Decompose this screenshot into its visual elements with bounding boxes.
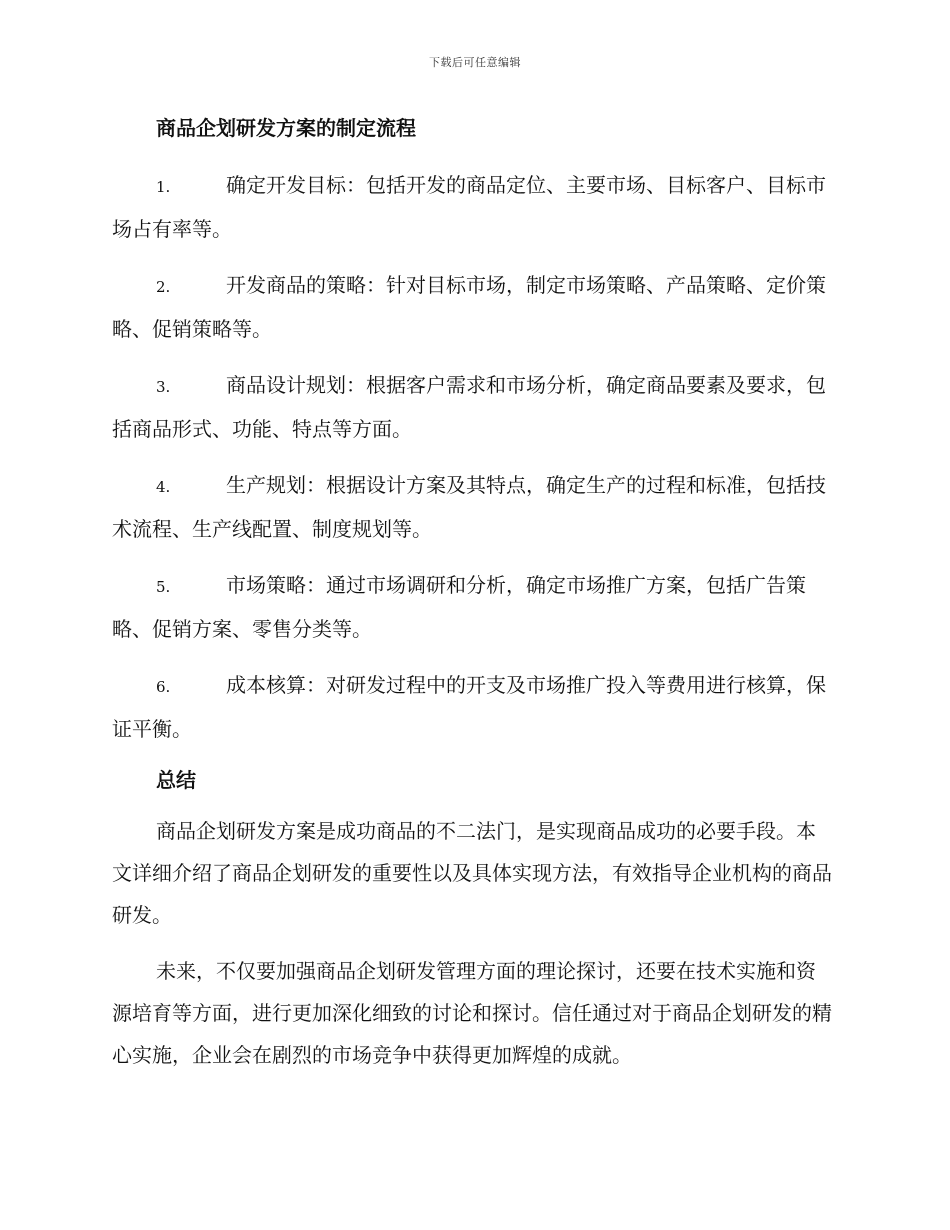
item-number: 1. bbox=[156, 178, 171, 196]
item-text: 市场策略：通过市场调研和分析，确定市场推广方案，包括广告策略、促销方案、零售分类等。 bbox=[112, 573, 806, 641]
list-item bbox=[112, 464, 832, 550]
item-number: 3. bbox=[156, 378, 171, 396]
item-text: 生产规划：根据设计方案及其特点，确定生产的过程和标准，包括技术流程、生产线配置、制度规划等。 bbox=[112, 473, 826, 541]
list-item bbox=[112, 664, 832, 750]
item-number: 2. bbox=[156, 278, 171, 296]
summary-paragraph: 商品企划研发方案是成功商品的不二法门，是实现商品成功的必要手段。本文详细介绍了商品企划研发的重要性以及具体实现方法，有效指导企业机构的商品研发。 bbox=[112, 819, 832, 927]
item-text: 确定开发目标：包括开发的商品定位、主要市场、目标客户、目标市场占有率等。 bbox=[112, 173, 826, 241]
summary-paragraph: 未来，不仅要加强商品企划研发管理方面的理论探讨，还要在技术实施和资源培育等方面，进行更加深化细致的讨论和探讨。信任通过对于商品企划研发的精心实施，企业会在剧烈的市场竞争中获得更加辉煌的成就。 bbox=[112, 959, 832, 1067]
item-number: 4. bbox=[156, 478, 171, 496]
document-body bbox=[112, 112, 832, 1090]
list-item bbox=[112, 264, 832, 350]
summary-title: 总结 bbox=[156, 768, 196, 792]
item-text: 成本核算：对研发过程中的开支及市场推广投入等费用进行核算，保证平衡。 bbox=[112, 673, 826, 741]
list-item bbox=[112, 364, 832, 450]
header-note: 下载后可任意编辑 bbox=[429, 56, 521, 69]
list-item bbox=[112, 164, 832, 250]
item-number: 6. bbox=[156, 678, 171, 696]
list-item bbox=[112, 564, 832, 650]
section-title: 商品企划研发方案的制定流程 bbox=[156, 116, 416, 140]
item-text: 商品设计规划：根据客户需求和市场分析，确定商品要素及要求，包括商品形式、功能、特点等方面。 bbox=[112, 373, 826, 441]
item-number: 5. bbox=[156, 578, 171, 596]
item-text: 开发商品的策略：针对目标市场，制定市场策略、产品策略、定价策略、促销策略等。 bbox=[112, 273, 826, 341]
